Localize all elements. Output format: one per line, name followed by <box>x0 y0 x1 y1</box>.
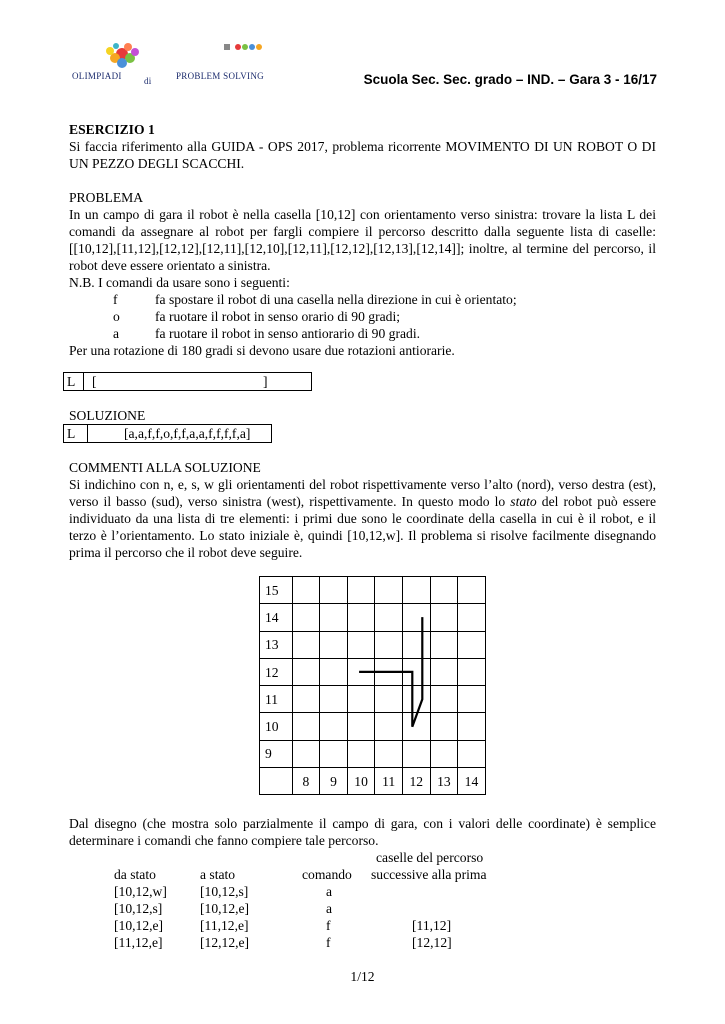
grid-y-label: 14 <box>260 604 293 631</box>
exercise-title: ESERCIZIO 1 <box>69 122 155 137</box>
comments-paragraph: Si indichino con n, e, s, w gli orientamenti del robot rispettivamente verso l’alto (nord), verso destra (est), verso il basso (sud), verso sinistra (west), rispettivamente. In questo modo lo stato del robot può essere individuato da una lista di tre elementi: i primi due sono le coordinate della casella in cui è il robot, e il terzo è l’orientamento. Lo stato iniziale è, quindi [10,12,w]. Il problema si risolve facilmente disegnando prima il percorso che il robot deve seguire. <box>69 477 656 560</box>
answer-label: L <box>64 373 84 390</box>
answer-open: [ <box>92 374 97 389</box>
comments-title: COMMENTI ALLA SOLUZIONE <box>69 460 261 475</box>
grid-x-label: 8 <box>292 768 320 795</box>
header-cells-line2: successive alla prima <box>371 867 487 882</box>
grid-x-label: 12 <box>402 768 430 795</box>
robot-path <box>259 576 489 806</box>
row-from: [11,12,e] <box>114 935 163 950</box>
header-title: Scuola Sec. Sec. grado – IND. – Gara 3 - 16/17 <box>363 72 657 87</box>
command-key-a: a <box>113 326 120 341</box>
command-key-f: f <box>113 292 118 307</box>
command-desc-o: fa ruotare il robot in senso orario di 90 gradi; <box>155 309 400 324</box>
row-from: [10,12,e] <box>114 918 164 933</box>
header-cells-line1: caselle del percorso <box>376 850 484 865</box>
header-command: comando <box>302 867 352 882</box>
row-from: [10,12,s] <box>114 901 163 916</box>
row-command: a <box>326 901 333 916</box>
grid-y-label: 9 <box>260 740 293 767</box>
nb-line: N.B. I comandi da usare sono i seguenti: <box>69 275 290 290</box>
drawing-paragraph: Dal disegno (che mostra solo parzialmente il campo di gara, con i valori delle coordinate) è semplice determinare i comandi che fanno compiere tale percorso. <box>69 816 656 848</box>
row-command: a <box>326 884 333 899</box>
problem-text: In un campo di gara il robot è nella casella [10,12] con orientamento verso sinistra: trovare la lista L dei comandi da assegnare al robot per fargli compiere il percorso descritto dalla seguente lista di caselle: [[10,12],[11,12],[12,12],[12,11],[12,10],[12,11],[12,12],[12,13],[12,14]]; inoltre, al termine del percorso, il robot deve essere orientato a sinistra. <box>69 207 656 273</box>
grid-x-label: 11 <box>375 768 403 795</box>
problem-title: PROBLEMA <box>69 190 144 205</box>
page-number: 1/12 <box>350 969 375 984</box>
coordinate-grid <box>259 576 486 795</box>
row-to: [11,12,e] <box>200 918 249 933</box>
rotation-note: Per una rotazione di 180 gradi si devono usare due rotazioni antiorarie. <box>69 343 455 358</box>
grid-y-label: 12 <box>260 658 293 685</box>
header-from: da stato <box>114 867 156 882</box>
row-command: f <box>326 918 331 933</box>
grid-x-label: 9 <box>320 768 348 795</box>
grid-x-label: 10 <box>347 768 375 795</box>
solution-label: L <box>64 425 88 442</box>
logo-text-di: di <box>144 76 152 86</box>
solution-value: [a,a,f,f,o,f,f,a,a,f,f,f,f,a] <box>124 426 251 441</box>
command-desc-a: fa ruotare il robot in senso antiorario di 90 gradi. <box>155 326 421 341</box>
row-command: f <box>326 935 331 950</box>
grid-y-label: 13 <box>260 631 293 658</box>
row-to: [12,12,e] <box>200 935 250 950</box>
row-cells: [11,12] <box>412 918 452 933</box>
row-from: [10,12,w] <box>114 884 167 899</box>
answer-close: ] <box>263 374 268 389</box>
grid-x-label: 14 <box>458 768 486 795</box>
answer-box <box>63 372 312 391</box>
grid-y-label: 11 <box>260 686 293 713</box>
row-to: [10,12,e] <box>200 901 250 916</box>
robot-path-line <box>359 617 422 727</box>
logo-text-left: OLIMPIADI <box>72 71 122 81</box>
row-cells: [12,12] <box>412 935 452 950</box>
header-to: a stato <box>200 867 236 882</box>
grid-x-label: 13 <box>430 768 458 795</box>
command-desc-f: fa spostare il robot di una casella nella direzione in cui è orientato; <box>155 292 517 307</box>
grid-y-label: 10 <box>260 713 293 740</box>
logo-text-right: PROBLEM SOLVING <box>176 71 264 81</box>
row-to: [10,12,s] <box>200 884 249 899</box>
command-key-o: o <box>113 309 120 324</box>
grid-y-label: 15 <box>260 577 293 604</box>
solution-box <box>63 424 272 443</box>
exercise-intro: Si faccia riferimento alla GUIDA - OPS 2017, problema ricorrente MOVIMENTO DI UN ROBOT O DI UN PEZZO DEGLI SCACCHI. <box>69 139 656 171</box>
ops-logo <box>72 40 282 90</box>
solution-title: SOLUZIONE <box>69 408 146 423</box>
